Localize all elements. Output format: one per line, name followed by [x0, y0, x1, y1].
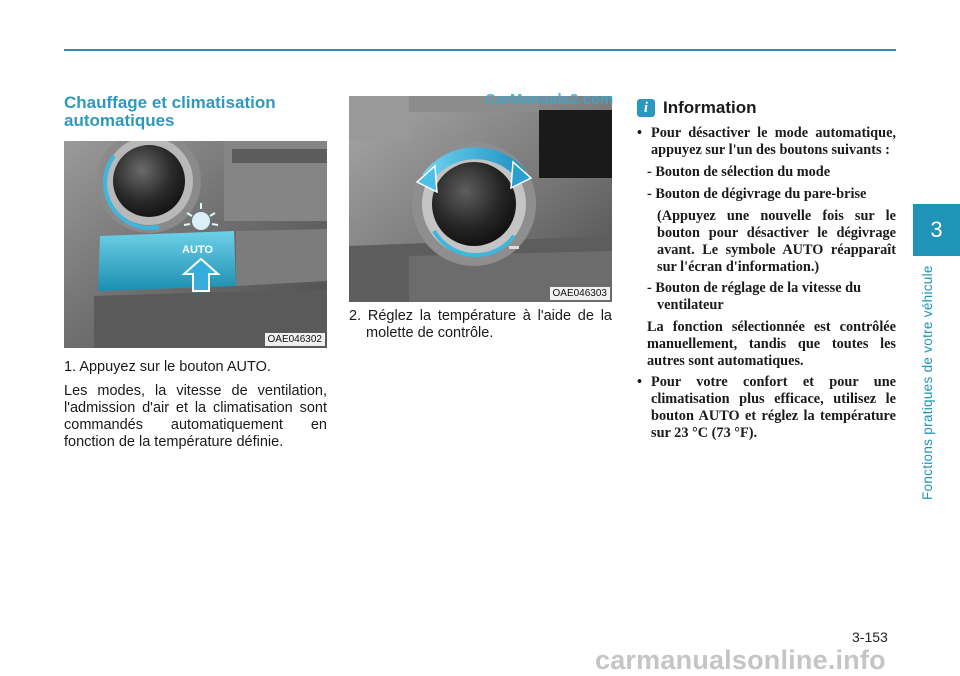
watermark-link[interactable]: CarManuals2.com: [485, 91, 614, 108]
info-sub-2: - Bouton de dégivrage du pare-brise: [647, 186, 867, 202]
information-header: [637, 98, 896, 118]
information-title: Information: [663, 98, 757, 117]
figure-temperature-dial: [349, 96, 612, 302]
figure-auto-button: [64, 141, 327, 348]
step-2: [349, 308, 612, 342]
chapter-title: Fonctions pratiques de votre véhicule: [920, 265, 935, 500]
information-box: [637, 98, 896, 447]
section-heading: Chauffage et climatisation automatiques: [64, 93, 276, 130]
info-icon: i: [637, 99, 655, 117]
header-rule: [64, 49, 896, 51]
figure-code: OAE046302: [265, 333, 326, 346]
step-1-text: 1. Appuyez sur le bouton AUTO.: [64, 359, 271, 375]
info-sub-1: - Bouton de sélection du mode: [647, 164, 831, 180]
info-sub-3: - Bouton de réglage de la vitesse du ventilateur: [647, 280, 862, 313]
dial-illustration: [349, 96, 612, 302]
auto-button-illustration: [64, 141, 327, 348]
step-2-text: 2. Réglez la température à l'aide de la molette de contrôle.: [349, 308, 612, 341]
step-1-detail: Les modes, la vitesse de ventilation, l'admission d'air et la climatisation sont commandés automatiquement en fonction de la température définie.: [64, 383, 327, 450]
page-number: 3-153: [852, 629, 888, 645]
footer-watermark[interactable]: carmanualsonline.info: [595, 645, 886, 675]
info-bullet-1-text: Pour désactiver le mode automatique, appuyez sur l'un des boutons suivants :: [651, 125, 896, 158]
bullet-dot-icon: •: [637, 125, 643, 141]
info-bullet-1: [637, 125, 896, 159]
info-bullet-2: [637, 374, 896, 442]
chapter-tab: 3: [913, 204, 960, 256]
information-body: [637, 125, 896, 442]
bullet-dot-icon: •: [637, 374, 643, 390]
info-bullet-2-text: Pour votre confort et pour une climatisation plus efficace, utilisez le bouton AUTO et réglez la température sur 23 °C (73 °F).: [651, 374, 896, 441]
figure-code: OAE046303: [550, 287, 611, 300]
info-sub-2-note: (Appuyez une nouvelle fois sur le bouton pour désactiver le dégivrage avant. Le symbole AUTO réapparaît sur l'écran d'information.): [657, 208, 896, 275]
auto-label: AUTO: [182, 244, 213, 256]
info-note: La fonction sélectionnée est contrôlée manuellement, tandis que toutes les autres sont automatiques.: [647, 319, 896, 369]
step-1: [64, 359, 327, 458]
